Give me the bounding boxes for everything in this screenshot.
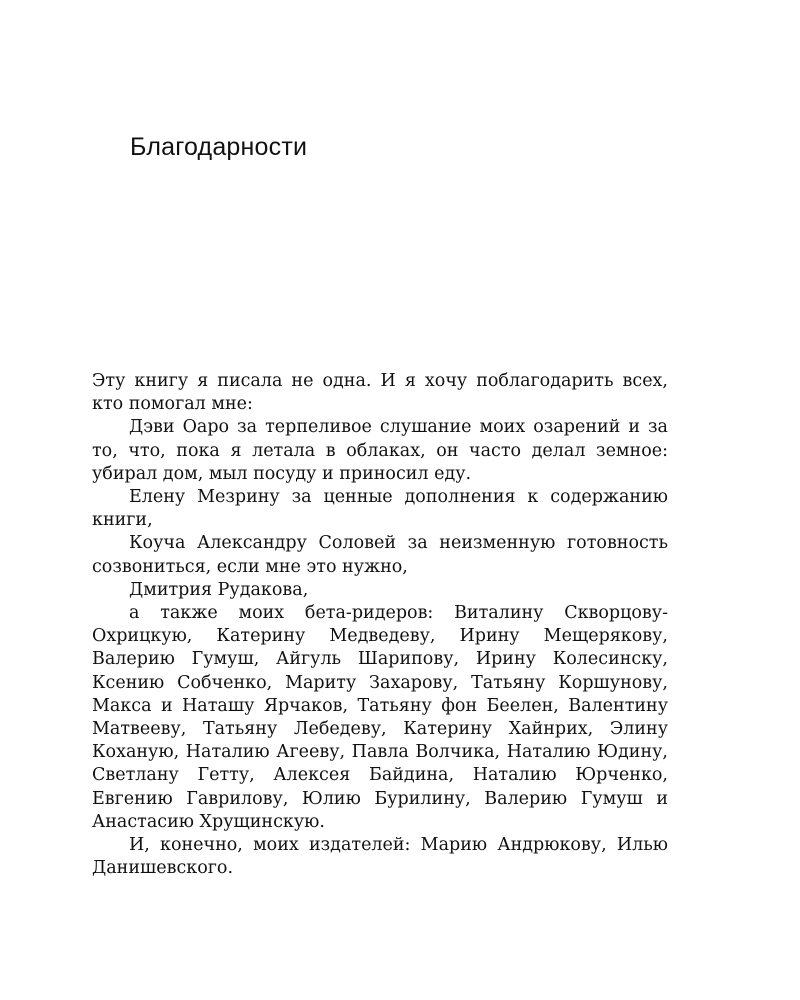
chapter-title: Благодарности [130,133,308,161]
paragraph-publishers: И, конечно, моих издателей: Марию Андрюкову, Илью Данишевского. [92,835,668,879]
paragraph-coach: Коуча Александру Соловей за неизменную готовность созвониться, если мне это нужно, [92,533,668,577]
paragraph-beta-readers: а также моих бета-ридеров: Виталину Скворцову-Охрицкую, Катерину Медведеву, Ирину Мещерякову, Валерию Гумуш, Айгуль Шарипову, Ирину Колесинску, Ксению Собченко, Мариту Захарову, Татьяну Коршунову, Макса и Наташу Ярчаков, Татьяну фон Беелен, Валентину Матвееву, Татьяну Лебедеву, Катерину Хайнрих, Элину Коханую, Наталию Агееву, Павла Волчика, Наталию Юдину, Светлану Гетту, Алексея Байдина, Наталию Юрченко, Евгению Гаврилову, Юлию Бурилину, Валерию Гумуш и Анастасию Хрущинскую. [92,603,668,832]
paragraph-dmitry: Дмитрия Рудакова, [129,579,309,600]
paragraph-devi: Дэви Оаро за терпеливое слушание моих озарений и за то, что, пока я летала в облаках, он часто делал земное: убирал дом, мыл посуду и приносил еду. [92,417,668,484]
paragraph-elena: Елену Мезрину за ценные дополнения к содержанию книги, [92,487,668,531]
acknowledgements-text [92,370,668,880]
paragraph-intro: Эту книгу я писала не одна. И я хочу поблагодарить всех, кто помогал мне: [92,371,668,415]
